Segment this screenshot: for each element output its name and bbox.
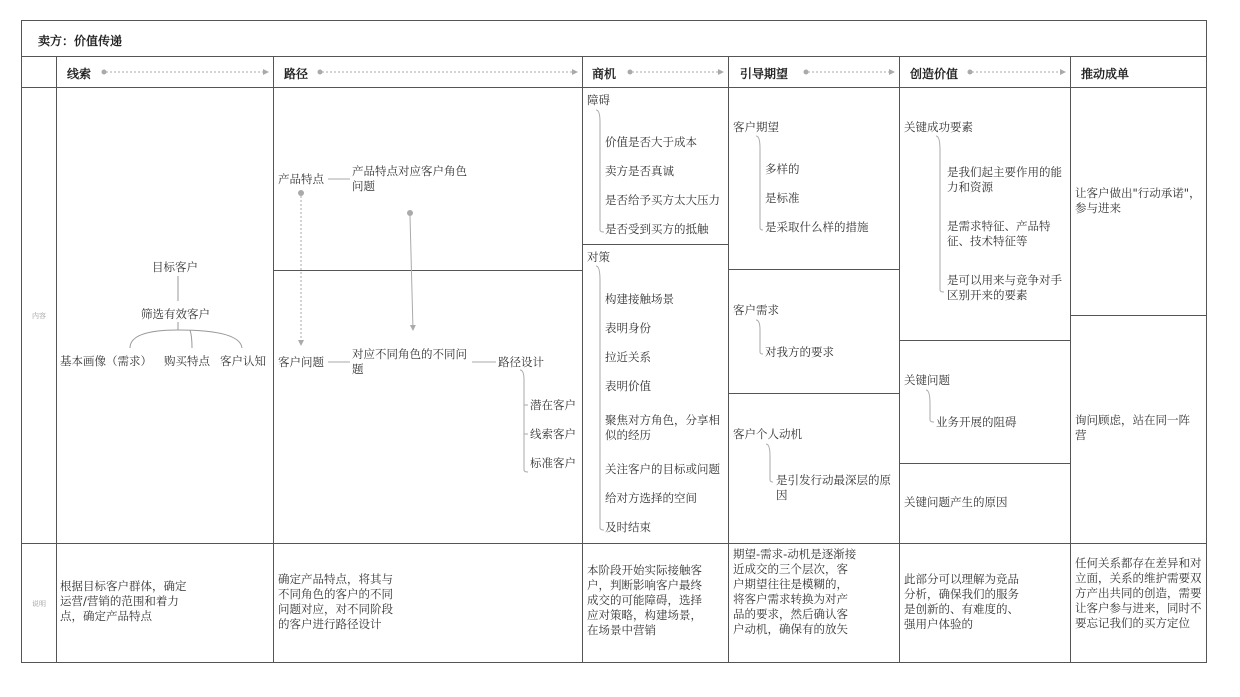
expectation-description: 期望-需求-动机是逐渐接近成交的三个层次，客户期望往往是模糊的，将客户需求转换为对产品的要求，然后确认客户动机，确保有的放矢 xyxy=(733,547,857,636)
expectation-need-item: 对我方的要求 xyxy=(765,345,834,359)
value-key-issue-item: 业务开展的阻碍 xyxy=(936,415,1017,429)
opportunity-strategy-item: 构建接触场景 xyxy=(605,292,674,306)
opportunity-strategy-item: 表明身份 xyxy=(605,321,651,335)
value-description: 此部分可以理解为竞品分析，确保我们的服务是创新的、有难度的、强用户体验的 xyxy=(904,572,1019,631)
path-design-node: 路径设计 xyxy=(498,355,544,369)
expectation-motive-node: 客户个人动机 xyxy=(733,427,802,441)
column-header-clue: 线索 xyxy=(67,67,92,81)
value-ksf-node: 关键成功要素 xyxy=(904,120,973,134)
header-flow-arrow xyxy=(804,70,895,75)
value-ksf-item: 是需求特征、产品特征、技术特征等 xyxy=(947,219,1051,248)
column-header-value: 创造价值 xyxy=(910,67,959,81)
header-flow-arrow xyxy=(968,70,1066,75)
opportunity-obstacle-node: 障碍 xyxy=(587,93,610,107)
path-design-item: 潜在客户 xyxy=(530,398,576,412)
path-design-item: 标准客户 xyxy=(530,456,576,470)
path-problem-child-node: 对应不同角色的不同问题 xyxy=(352,347,467,376)
opportunity-strategy-item: 关注客户的目标或问题 xyxy=(605,462,720,476)
clue-leaf-node: 购买特点 xyxy=(164,354,210,368)
path-description: 确定产品特点，将其与不同角色的客户的不同问题对应，对不同阶段的客户进行路径设计 xyxy=(278,572,393,631)
opportunity-obstacle-item: 是否给予买方太大压力 xyxy=(605,193,720,207)
header-flow-arrow xyxy=(628,70,724,75)
clue-description: 根据目标客户群体，确定运营/营销的范围和着力点，确定产品特点 xyxy=(60,579,187,623)
header-flow-arrow xyxy=(318,70,578,75)
column-header-expectation: 引导期望 xyxy=(740,67,789,81)
row-label-desc: 说明 xyxy=(32,600,46,608)
path-design-item: 线索客户 xyxy=(530,427,576,441)
opportunity-brackets xyxy=(596,110,604,530)
path-connectors xyxy=(299,179,529,472)
path-feature-node: 产品特点 xyxy=(278,172,324,186)
close-consult-node: 询问顾虑，站在同一阵营 xyxy=(1075,413,1190,442)
opportunity-strategy-item: 给对方选择的空间 xyxy=(605,491,697,505)
opportunity-strategy-item: 拉近关系 xyxy=(605,350,651,364)
column-header-opportunity: 商机 xyxy=(592,67,617,81)
value-ksf-item: 是可以用来与竞争对手区别开来的要素 xyxy=(947,273,1062,302)
value-ksf-item: 是我们起主要作用的能力和资源 xyxy=(947,165,1062,194)
opportunity-obstacle-item: 是否受到买方的抵触 xyxy=(605,222,709,236)
path-feature-child-node: 产品特点对应客户角色问题 xyxy=(352,164,467,193)
opportunity-strategy-item: 及时结束 xyxy=(605,520,651,534)
expectation-need-node: 客户需求 xyxy=(733,303,779,317)
expectation-expect-item: 是标准 xyxy=(765,191,800,205)
opportunity-obstacle-item: 价值是否大于成本 xyxy=(605,135,697,149)
opportunity-description: 本阶段开始实际接触客户，判断影响客户最终成交的可能障碍，选择应对策略，构建场景，在场景中营销 xyxy=(587,563,702,637)
column-header-close: 推动成单 xyxy=(1081,67,1130,81)
opportunity-strategy-item: 聚焦对方角色，分享相似的经历 xyxy=(605,413,720,442)
page-title: 卖方：价值传递 xyxy=(38,34,123,48)
expectation-expect-item: 是采取什么样的措施 xyxy=(765,220,869,234)
clue-mid-node: 筛选有效客户 xyxy=(141,307,210,321)
clue-root-node: 目标客户 xyxy=(152,260,198,274)
opportunity-strategy-item: 表明价值 xyxy=(605,379,651,393)
opportunity-strategy-node: 对策 xyxy=(587,250,610,264)
expectation-motive-item: 是引发行动最深层的原因 xyxy=(776,473,891,502)
header-flow-arrow xyxy=(102,70,269,75)
value-cause-node: 关键问题产生的原因 xyxy=(904,495,1008,509)
close-commit-node: 让客户做出"行动承诺"，参与进来 xyxy=(1075,186,1201,215)
opportunity-obstacle-item: 卖方是否真诚 xyxy=(605,164,674,178)
clue-leaf-node: 客户认知 xyxy=(220,354,266,368)
row-label-content: 内容 xyxy=(32,312,46,320)
value-key-issue-node: 关键问题 xyxy=(904,373,950,387)
expectation-expect-item: 多样的 xyxy=(765,162,800,176)
close-description: 任何关系都存在差异和对立面，关系的维护需要双方产出共同的创造，需要让客户参与进来，同时不要忘记我们的买方定位 xyxy=(1075,556,1202,630)
path-problem-node: 客户问题 xyxy=(278,355,324,369)
clue-leaf-node: 基本画像（需求） xyxy=(60,354,152,368)
expectation-expect-node: 客户期望 xyxy=(733,120,779,134)
column-header-path: 路径 xyxy=(284,67,309,81)
